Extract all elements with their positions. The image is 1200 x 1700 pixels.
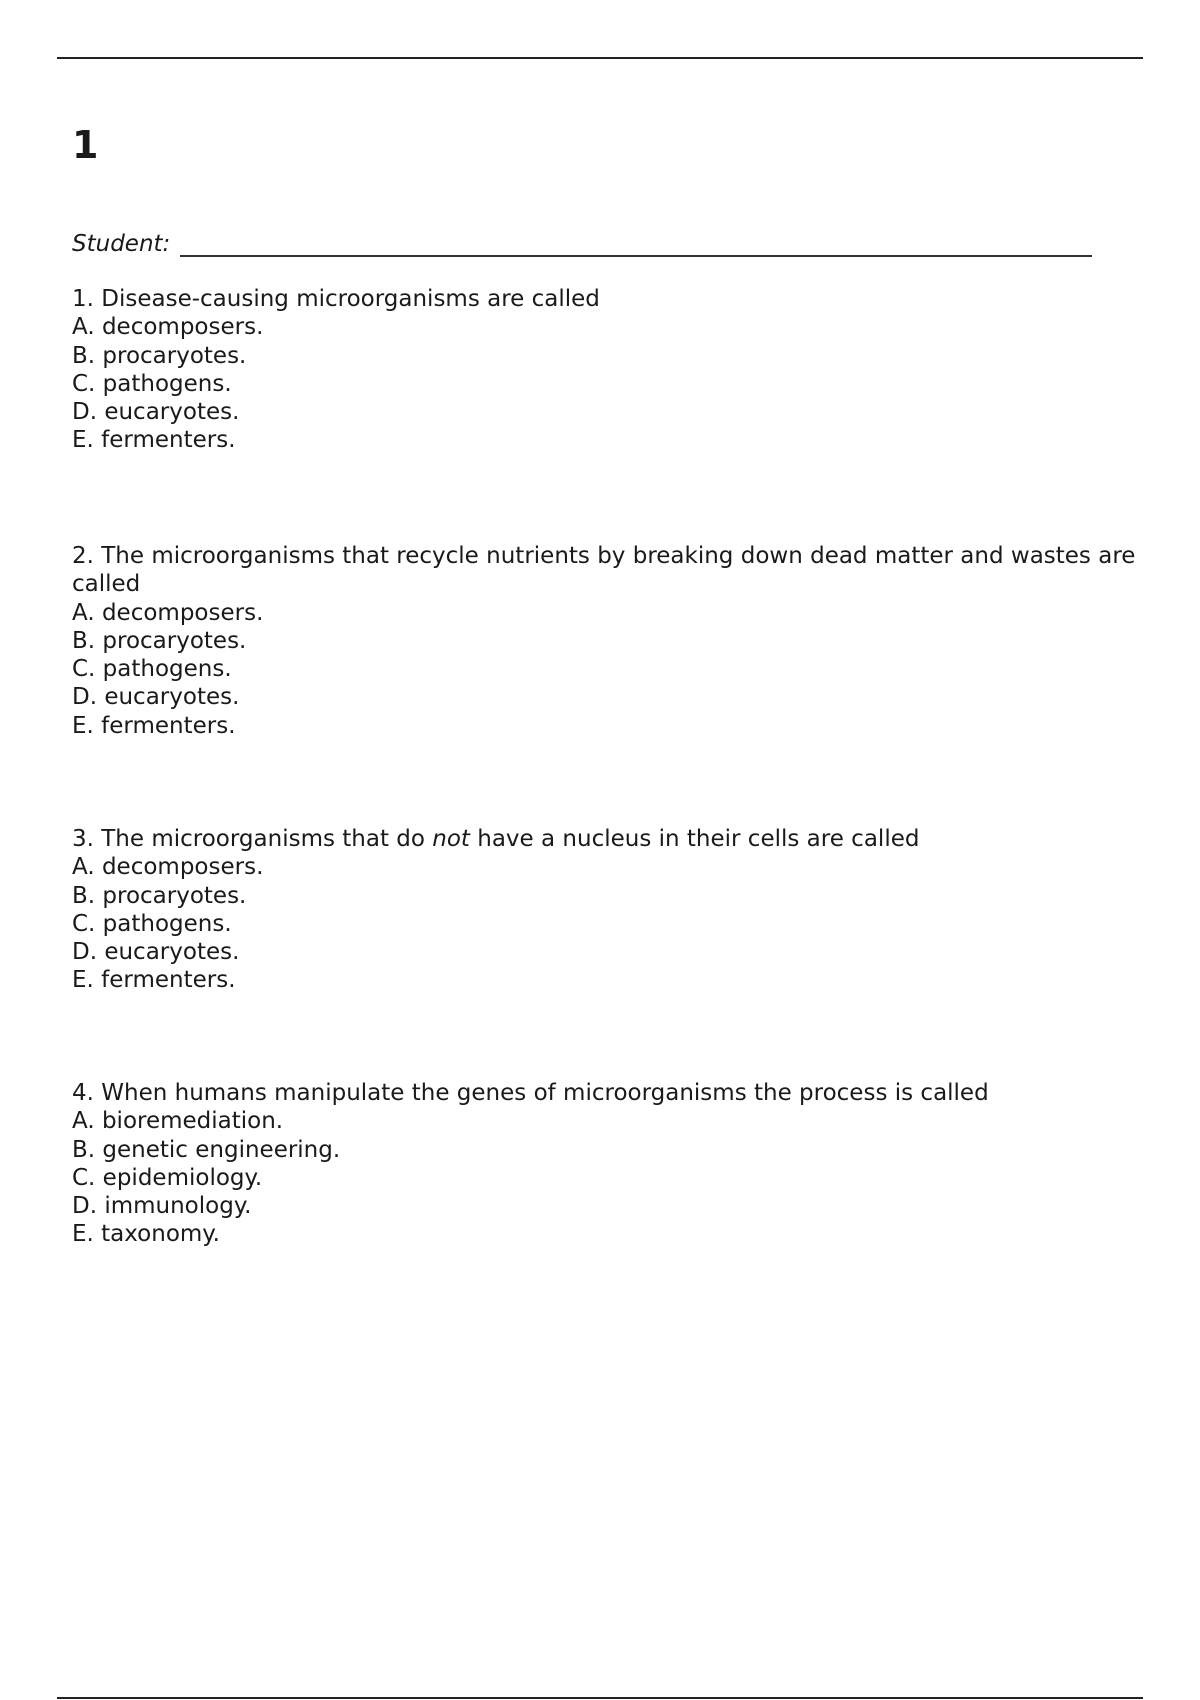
question-3-stem xyxy=(72,825,1152,853)
question-2-option-d: D. eucaryotes. xyxy=(72,684,240,711)
question-3-option-d: D. eucaryotes. xyxy=(72,939,240,966)
question-3-option-b: B. procaryotes. xyxy=(72,882,247,909)
question-2-option-e: E. fermenters. xyxy=(72,712,236,739)
student-field xyxy=(72,224,1092,256)
question-1-option-e: E. fermenters. xyxy=(72,427,236,454)
top-rule xyxy=(57,57,1143,59)
question-3-option-a: A. decomposers. xyxy=(72,854,264,881)
question-2-option-c: C. pathogens. xyxy=(72,656,232,683)
question-4-option-b: B. genetic engineering. xyxy=(72,1136,341,1163)
question-3 xyxy=(72,825,1152,995)
question-4-stem: 4. When humans manipulate the genes of microorganisms the process is called xyxy=(72,1080,989,1106)
question-4-option-e: E. taxonomy. xyxy=(72,1221,220,1248)
question-3-stem-emphasis: not xyxy=(432,826,470,852)
question-1-option-d: D. eucaryotes. xyxy=(72,399,240,426)
question-4-option-c: C. epidemiology. xyxy=(72,1164,263,1191)
question-4-option-a: A. bioremediation. xyxy=(72,1108,284,1135)
question-2-option-b: B. procaryotes. xyxy=(72,627,247,654)
question-3-stem-start: 3. The microorganisms that do xyxy=(72,826,433,852)
question-3-option-c: C. pathogens. xyxy=(72,910,232,937)
bottom-rule xyxy=(57,1697,1143,1699)
student-label: Student: xyxy=(72,231,171,257)
question-3-stem-end: have a nucleus in their cells are called xyxy=(469,826,920,852)
question-1-option-b: B. procaryotes. xyxy=(72,342,247,369)
question-2-stem: 2. The microorganisms that recycle nutrients by breaking down dead matter and wastes are called xyxy=(72,543,1136,598)
question-1-stem: 1. Disease-causing microorganisms are called xyxy=(72,286,600,312)
question-1-option-c: C. pathogens. xyxy=(72,370,232,397)
question-2 xyxy=(72,542,1152,740)
question-3-option-e: E. fermenters. xyxy=(72,967,236,994)
question-1 xyxy=(72,285,1152,455)
question-2-option-a: A. decomposers. xyxy=(72,599,264,626)
question-4 xyxy=(72,1079,1152,1249)
question-1-option-a: A. decomposers. xyxy=(72,314,264,341)
question-4-option-d: D. immunology. xyxy=(72,1193,252,1220)
page-number: 1 xyxy=(72,123,99,167)
student-name-line[interactable] xyxy=(180,255,1092,257)
